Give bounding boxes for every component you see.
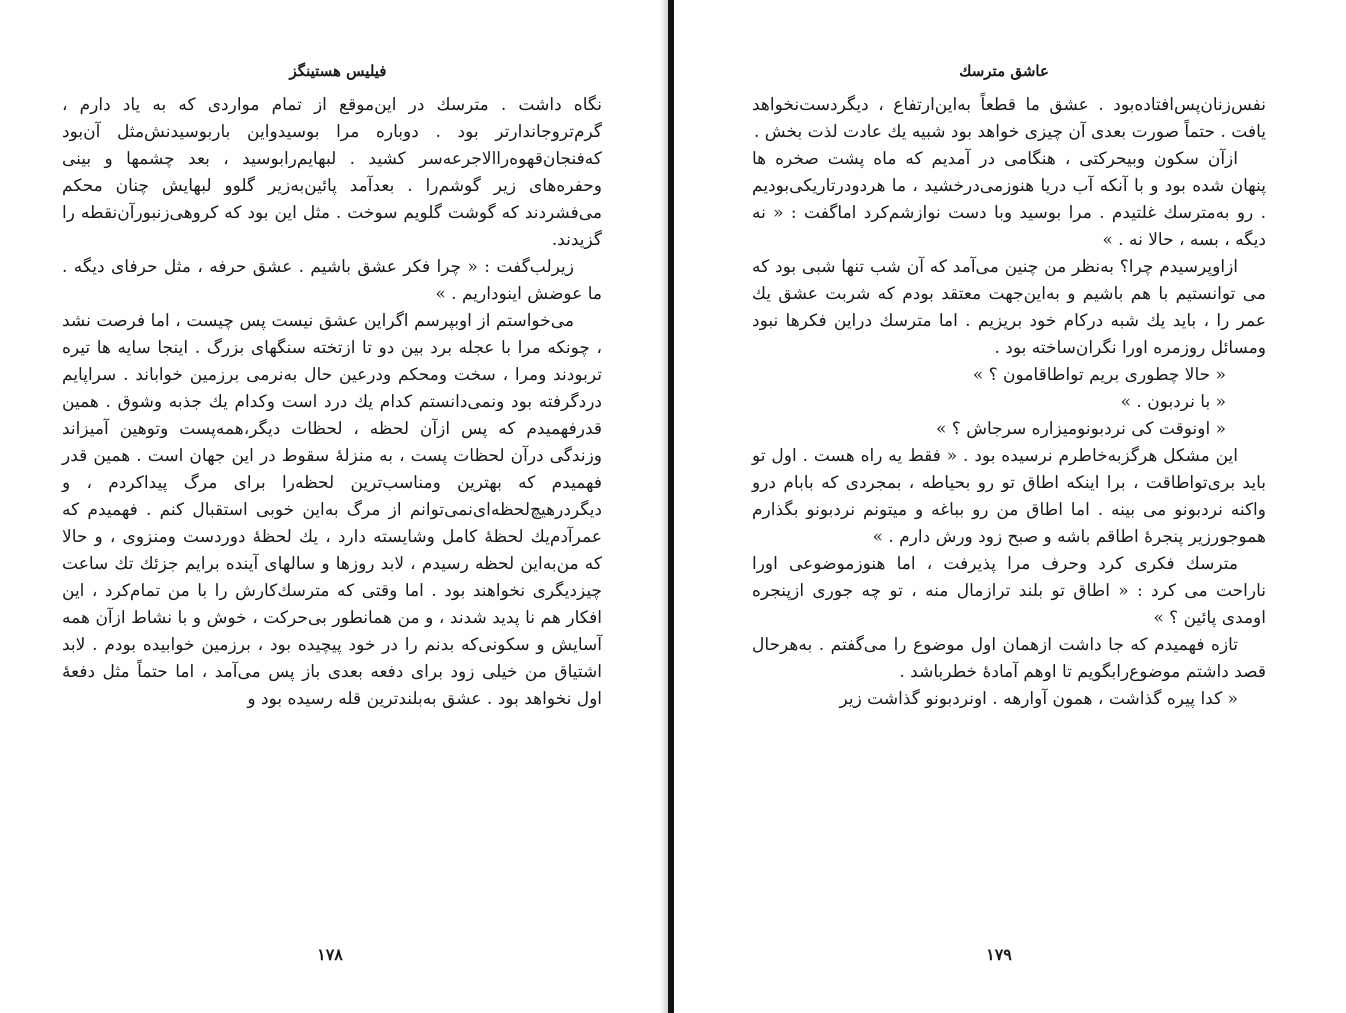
right-paragraph-10: « کدا پیره گذاشت ، همون آوارهه . اونردبونو گذاشت زیر (839, 689, 1238, 709)
right-paragraph-7: این مشکل هرگزبه‌خاطرم نرسیده بود . « فقط یه راه هست . اول تو باید بری‌تواطاقت ، برا اینکه اطاق تو رو بحیاطه ، بمجردی که بابام درو واکنه نردبونو می بینه . اما اطاق من رو بباغه و میتونم نردبونو بگذارم هموجورزیر پنجرهٔ اطاقم باشه و صبح زود ورش دارم . » (752, 446, 1266, 547)
left-page (0, 0, 668, 1013)
right-page (674, 0, 1346, 1013)
right-page-number: ۱۷۹ (986, 945, 1012, 964)
right-page-body (752, 92, 1266, 713)
left-page-number: ۱۷۸ (317, 945, 343, 964)
left-paragraph-2: زیرلب‌گفت : « چرا فکر عشق باشیم . عشق حرفه ، مثل حرفای دیگه . ما عوضش اینوداریم . » (62, 257, 602, 304)
right-paragraph-9: تازه فهمیدم که جا داشت ازهمان اول موضوع را می‌گفتم . به‌هرحال قصد داشتم موضوع‌رابگویم تا اوهم آمادهٔ خطرباشد . (752, 635, 1266, 682)
right-paragraph-3: ازاوپرسیدم چرا؟ به‌نظر من چنین می‌آمد که آن شب تنها شبی بود که می توانستیم با هم باشیم و به‌این‌جهت معتقد بودم که شربت عشق یك عمر را ، باید یك شبه درکام خود بریزیم . اما مترسك دراین فکرها نبود ومسائل روزمره اورا نگران‌ساخته بود . (752, 257, 1266, 358)
right-dialogue-2: « با نردبون . » (1120, 392, 1226, 412)
left-page-body (62, 92, 602, 713)
right-running-head: عاشق مترسك (959, 62, 1049, 80)
left-paragraph-3: می‌خواستم از اوبپرسم اگراین عشق نیست پس چیست ، اما فرصت نشد ، چونکه مرا با عجله برد بین دو تا ازتخته سنگهای بزرگ . اینجا سایه ها تیره تربودند ومرا ، سخت ومحکم ودرعین حال به‌نرمی برزمین خواباند . سراپایم دردگرفته بود ونمی‌دانستم کدام یك درد است وکدام یك جذبه وشوق . همین قدرفهمیدم که پس ازآن لحظه ، لحظات دیگر،همه‌پست وتوهین آمیزاند وزندگی درآن لحظات پست ، به منزلهٔ سقوط در این جهان است . همین قدر فهمیدم که بهترین ومناسب‌ترین لحظه‌را برای مرگ پیداکردم ، و دیگردرهیچ‌لحظه‌ای‌نمی‌توانم از مرگ به‌این خوبی استقبال کنم . فهمیدم که عمرآدم‌یك لحظهٔ کامل وشایسته دارد ، یك لحظهٔ دوردست ومنزوی ، و حالا که من‌به‌این لحظه رسیدم ، لابد روزها و سالهای آینده برایم جزئك تك ساعت چیزدیگری نخواهند بود . اما وقتی که مترسك‌کارش را با من تمام‌کرد ، این افکار هم نا پدید شدند ، و من همانطور بی‌حرکت ، خوش و با نشاط ازآن همه آسایش و سکونی‌که بدنم را در خود پیچیده بود ، برزمین خوابیده بودم . لابد اشتیاق من خیلی زود برای دفعه بعدی باز پس می‌آمد ، اما حتماً مثل دفعهٔ اول نخواهد بود . عشق به‌بلندترین قله رسیده بود و (62, 311, 602, 709)
right-paragraph-2: ازآن سکون وبیحرکتی ، هنگامی در آمدیم که ماه پشت صخره ها پنهان شده بود و با آنکه آب دریا هنوزمی‌درخشید ، ما هردودرتاریکی‌بودیم . رو به‌مترسك غلتیدم . مرا بوسید وبا دست نوازشم‌کرد اماگفت : « نه دیگه ، بسه ، حالا نه . » (752, 149, 1266, 250)
gutter-shadow (660, 0, 668, 1013)
right-dialogue-3: « اونوقت کی نردبونومیزاره سرجاش ؟ » (935, 419, 1226, 439)
right-paragraph-1: نفس‌زنان‌پس‌افتاده‌بود . عشق ما قطعاً به‌این‌ارتفاع ، دیگردست‌نخواهد یافت . حتماً صورت بعدی آن چیزی خواهد بود شبیه یك عادت لذت بخش . (752, 95, 1266, 142)
right-dialogue-1: « حالا چطوری بریم تواطاقامون ؟ » (972, 365, 1226, 385)
right-paragraph-8: مترسك فکری کرد وحرف مرا پذیرفت ، اما هنوزموضوعی اورا ناراحت می کرد : « اطاق تو بلند ترازمال منه ، تو چه جوری ازپنجره اومدی پائین ؟ » (752, 554, 1266, 628)
left-running-head: فیلیس هستینگز (289, 62, 387, 80)
left-paragraph-1: نگاه داشت . مترسك در این‌موقع از تمام مواردی که به یاد دارم ، گرم‌تروجاندارتر بود . دوباره مرا بوسیدواین باربوسیدنش‌مثل آن‌بود که‌فنجان‌قهوه‌راالاجرعه‌سر کشید . لبهایم‌رابوسید ، بعد چشمها و بینی وحفره‌های زیر گوشم‌را . بعدآمد پائین‌به‌زیر گلوو لبهایش چنان محکم می‌فشردند که گوشت گلویم سوخت . مثل این بود که کروهی‌زنبورآن‌نقطه را گزیدند. (62, 95, 602, 250)
